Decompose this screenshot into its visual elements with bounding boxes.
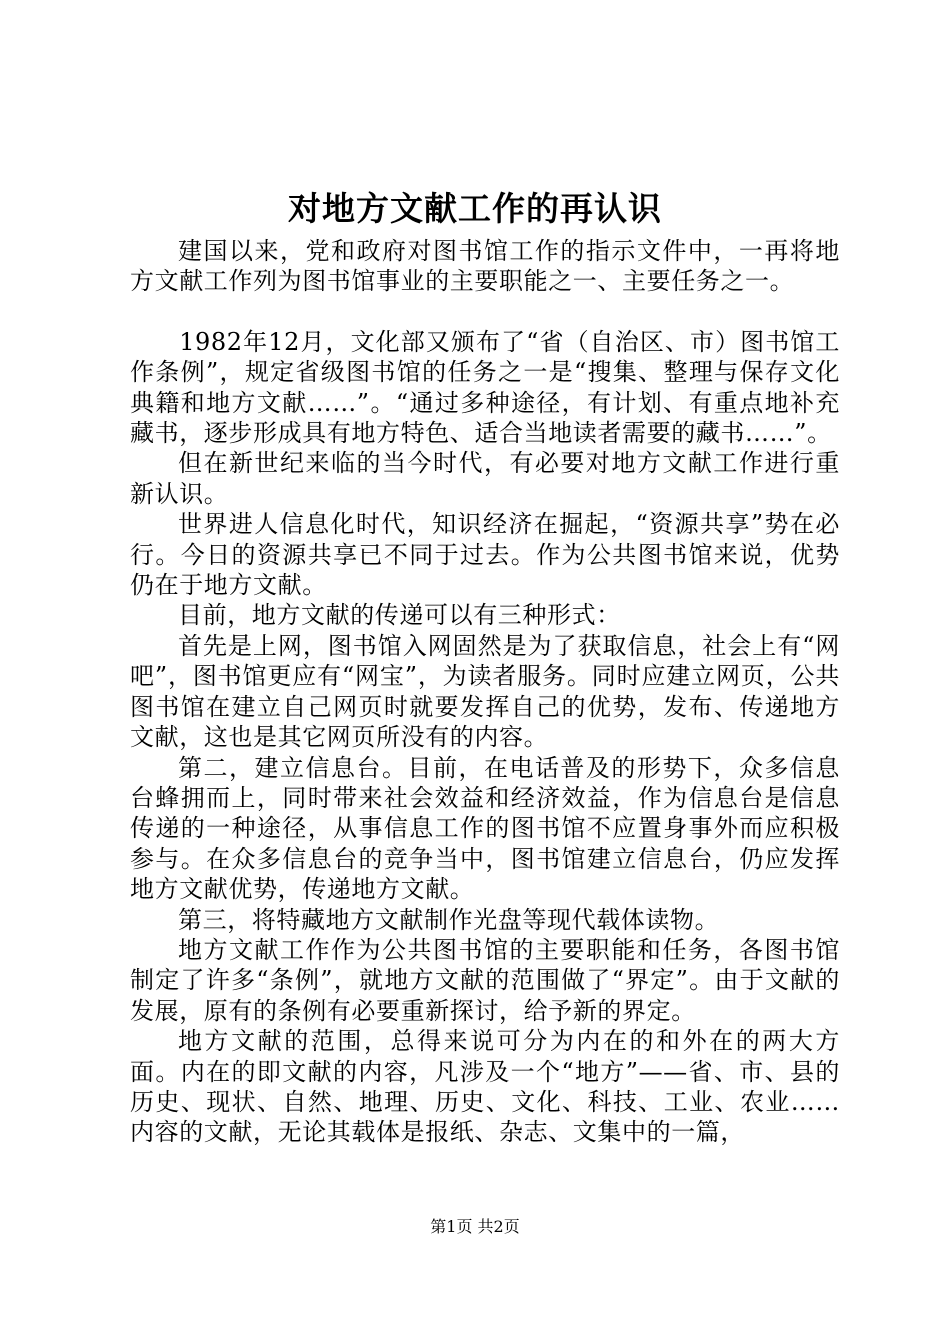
document-body [130,236,840,1148]
document-title: 对地方文献工作的再认识 [288,189,662,228]
paragraph-5: 目前，地方文献的传递可以有三种形式： [178,601,621,630]
paragraph-7: 第二，建立信息台。目前，在电话普及的形势下，众多信息台蜂拥而上，同时带来社会效益和经济效益，作为信息台是信息传递的一种途径，从事信息工作的图书馆不应置身事外而应积极参与。在众多信息台的竞争当中，图书馆建立信息台，仍应发挥地方文献优势，传递地方文献。 [130,753,840,904]
paragraph-2: 1982年12月，文化部又颁布了“省（自治区、市）图书馆工作条例”，规定省级图书馆的任务之一是“搜集、整理与保存文化典籍和地方文献……”。“通过多种途径，有计划、有重点地补充藏书，逐步形成具有地方特色、适合当地读者需要的藏书……”。 [130,327,840,448]
paragraph-9: 地方文献工作作为公共图书馆的主要职能和任务，各图书馆制定了许多“条例”，就地方文献的范围做了“界定”。由于文献的发展，原有的条例有必要重新探讨，给予新的界定。 [130,935,840,1025]
paragraph-6: 首先是上网，图书馆入网固然是为了获取信息，社会上有“网吧”，图书馆更应有“网宝”，为读者服务。同时应建立网页，公共图书馆在建立自己网页时就要发挥自己的优势，发布、传递地方文献，这也是其它网页所没有的内容。 [130,631,840,752]
page-footer: 第1页 共2页 [430,1217,520,1236]
paragraph-10: 地方文献的范围，总得来说可分为内在的和外在的两大方面。内在的即文献的内容，凡涉及一个“地方”——省、市、县的历史、现状、自然、地理、历史、文化、科技、工业、农业……内容的文献，无论其载体是报纸、杂志、文集中的一篇， [130,1027,840,1147]
paragraph-1: 建国以来，党和政府对图书馆工作的指示文件中，一再将地方文献工作列为图书馆事业的主要职能之一、主要任务之一。 [130,237,840,296]
paragraph-8: 第三，将特藏地方文献制作光盘等现代载体读物。 [178,905,720,934]
paragraph-3: 但在新世纪来临的当今时代，有必要对地方文献工作进行重新认识。 [130,449,840,508]
paragraph-4: 世界进人信息化时代，知识经济在掘起，“资源共享”势在必行。今日的资源共享已不同于过去。作为公共图书馆来说，优势仍在于地方文献。 [130,510,840,600]
